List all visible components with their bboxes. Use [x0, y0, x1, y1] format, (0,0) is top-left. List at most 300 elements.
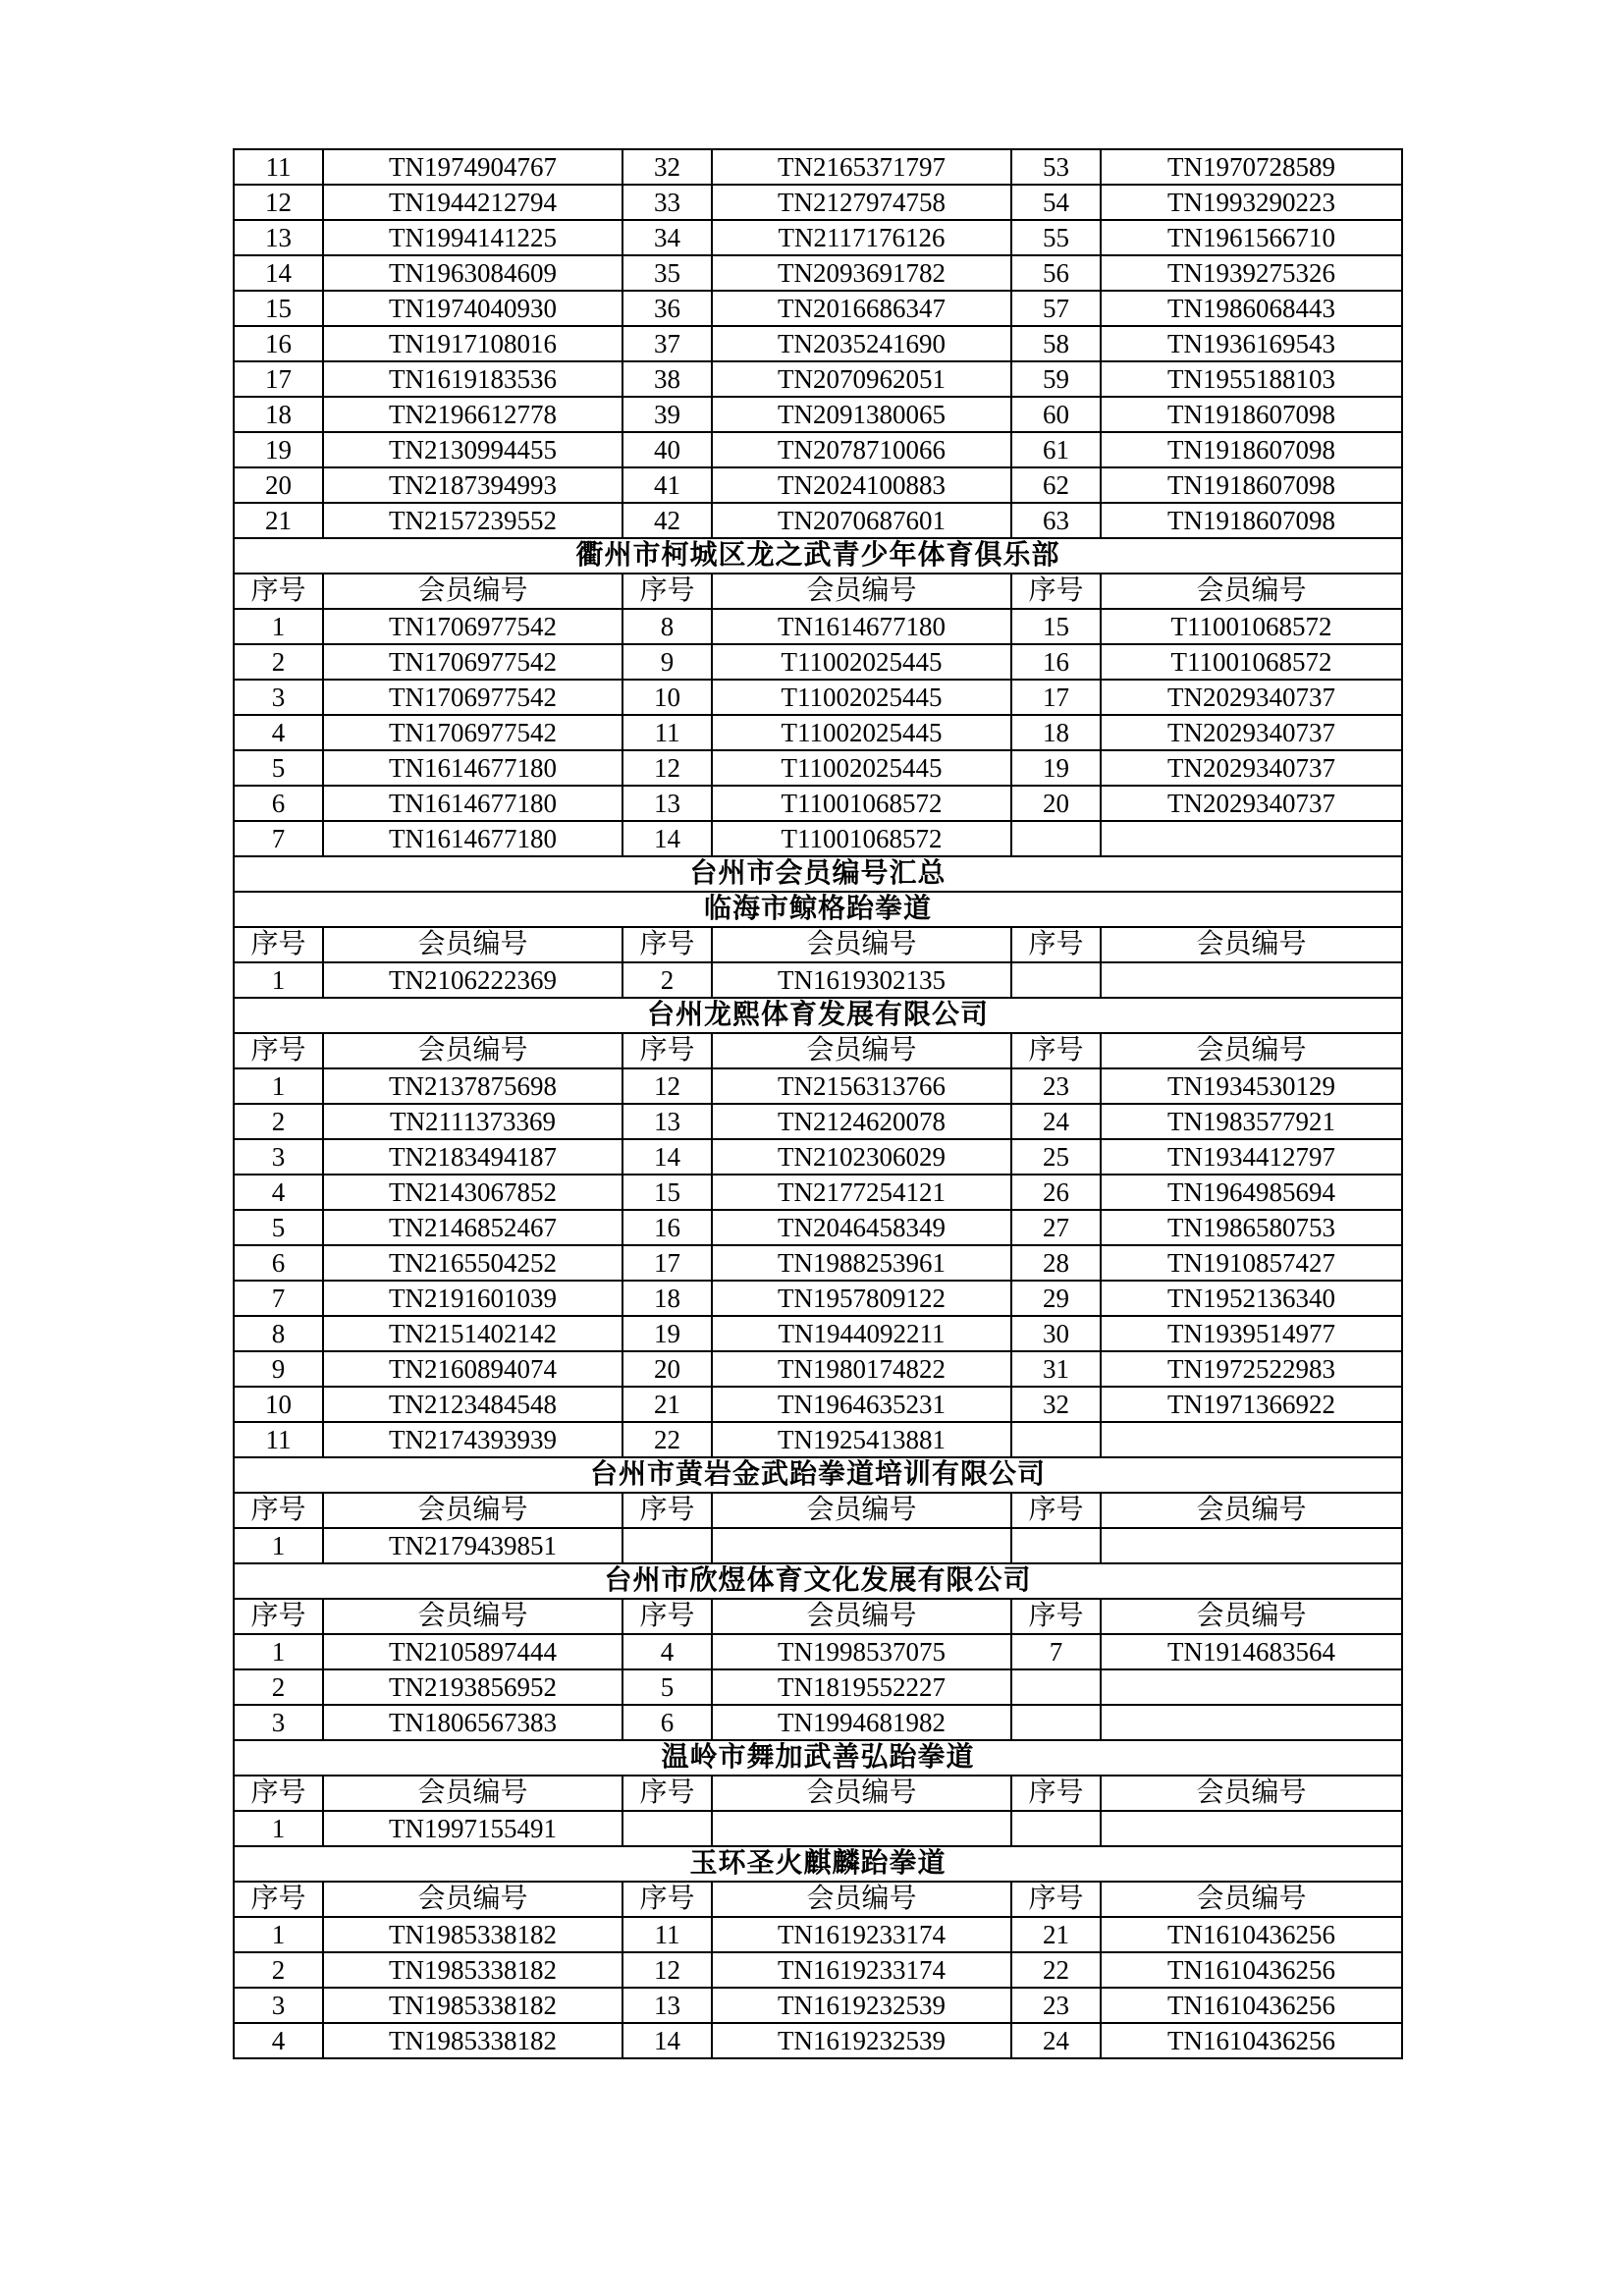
index-cell: 19 — [234, 432, 323, 467]
member-number-cell: TN2193856952 — [323, 1669, 622, 1705]
member-number-cell: TN2187394993 — [323, 467, 622, 503]
index-cell — [1011, 1422, 1101, 1457]
index-cell: 20 — [234, 467, 323, 503]
member-number-cell: TN1985338182 — [323, 1952, 622, 1988]
index-cell: 1 — [234, 1528, 323, 1563]
member-number-cell: TN1997155491 — [323, 1811, 622, 1846]
index-cell: 12 — [234, 185, 323, 220]
member-number-cell: TN1918607098 — [1101, 432, 1402, 467]
member-number-cell: TN1994141225 — [323, 220, 622, 255]
member-number-cell — [712, 1811, 1011, 1846]
member-number-cell: TN1970728589 — [1101, 149, 1402, 185]
index-cell: 24 — [1011, 1104, 1101, 1139]
member-number-cell: T11001068572 — [712, 821, 1011, 856]
index-cell: 18 — [622, 1281, 712, 1316]
member-number-cell: TN1983577921 — [1101, 1104, 1402, 1139]
member-number-cell: TN1619233174 — [712, 1917, 1011, 1952]
member-number-cell: TN1971366922 — [1101, 1387, 1402, 1422]
header-member-number: 会员编号 — [323, 1882, 622, 1917]
member-number-cell: TN2111373369 — [323, 1104, 622, 1139]
index-cell: 15 — [1011, 609, 1101, 644]
header-index: 序号 — [234, 1599, 323, 1634]
member-number-cell: TN1910857427 — [1101, 1245, 1402, 1281]
section-title-row — [234, 856, 1402, 892]
index-cell — [1011, 962, 1101, 998]
member-number-cell: TN1918607098 — [1101, 467, 1402, 503]
index-cell: 23 — [1011, 1988, 1101, 2023]
member-number-cell: T11002025445 — [712, 644, 1011, 680]
index-cell: 4 — [234, 1175, 323, 1210]
table-row — [234, 1705, 1402, 1740]
header-index: 序号 — [622, 1776, 712, 1811]
table-row — [234, 1528, 1402, 1563]
column-header-row — [234, 1599, 1402, 1634]
index-cell: 21 — [234, 503, 323, 538]
index-cell: 13 — [234, 220, 323, 255]
index-cell: 38 — [622, 361, 712, 397]
index-cell: 36 — [622, 291, 712, 326]
member-number-cell: TN2102306029 — [712, 1139, 1011, 1175]
index-cell: 30 — [1011, 1316, 1101, 1351]
column-header-row — [234, 574, 1402, 609]
member-number-cell: TN2016686347 — [712, 291, 1011, 326]
header-member-number: 会员编号 — [1101, 574, 1402, 609]
member-number-cell: TN1944092211 — [712, 1316, 1011, 1351]
table-row — [234, 821, 1402, 856]
index-cell: 39 — [622, 397, 712, 432]
table-row — [234, 644, 1402, 680]
member-number-cell: TN1614677180 — [323, 821, 622, 856]
member-number-cell: TN1972522983 — [1101, 1351, 1402, 1387]
index-cell: 8 — [234, 1316, 323, 1351]
index-cell: 41 — [622, 467, 712, 503]
member-number-cell: TN2183494187 — [323, 1139, 622, 1175]
member-number-cell: TN1985338182 — [323, 2023, 622, 2058]
member-number-cell: TN2124620078 — [712, 1104, 1011, 1139]
member-number-cell: TN2070687601 — [712, 503, 1011, 538]
header-member-number: 会员编号 — [323, 1776, 622, 1811]
member-number-cell — [1101, 1528, 1402, 1563]
header-index: 序号 — [234, 1493, 323, 1528]
header-index: 序号 — [1011, 927, 1101, 962]
index-cell — [622, 1811, 712, 1846]
index-cell: 14 — [622, 1139, 712, 1175]
member-number-table — [233, 148, 1403, 2059]
index-cell: 54 — [1011, 185, 1101, 220]
index-cell: 14 — [234, 255, 323, 291]
header-member-number: 会员编号 — [323, 927, 622, 962]
index-cell: 35 — [622, 255, 712, 291]
member-number-cell: T11001068572 — [1101, 644, 1402, 680]
member-number-cell: TN1998537075 — [712, 1634, 1011, 1669]
member-number-cell: TN2029340737 — [1101, 786, 1402, 821]
index-cell: 21 — [622, 1387, 712, 1422]
member-number-cell: TN1994681982 — [712, 1705, 1011, 1740]
header-member-number: 会员编号 — [1101, 1599, 1402, 1634]
index-cell: 4 — [234, 715, 323, 750]
member-number-cell: TN2029340737 — [1101, 715, 1402, 750]
header-index: 序号 — [234, 1033, 323, 1068]
member-number-cell — [1101, 1811, 1402, 1846]
index-cell: 22 — [1011, 1952, 1101, 1988]
member-number-cell: TN2196612778 — [323, 397, 622, 432]
header-index: 序号 — [234, 927, 323, 962]
section-title: 台州市会员编号汇总 — [234, 856, 1402, 892]
table-row — [234, 680, 1402, 715]
member-number-cell: TN1988253961 — [712, 1245, 1011, 1281]
index-cell: 62 — [1011, 467, 1101, 503]
member-number-cell: TN2035241690 — [712, 326, 1011, 361]
index-cell: 11 — [234, 1422, 323, 1457]
index-cell: 1 — [234, 1068, 323, 1104]
member-number-cell: TN2177254121 — [712, 1175, 1011, 1210]
section-title: 台州市黄岩金武跆拳道培训有限公司 — [234, 1457, 1402, 1493]
table-row — [234, 467, 1402, 503]
table-row — [234, 149, 1402, 185]
index-cell: 1 — [234, 1811, 323, 1846]
member-number-cell: TN2137875698 — [323, 1068, 622, 1104]
header-index: 序号 — [1011, 1882, 1101, 1917]
index-cell: 11 — [622, 715, 712, 750]
member-number-cell: TN1963084609 — [323, 255, 622, 291]
index-cell: 7 — [234, 1281, 323, 1316]
member-number-cell: TN1961566710 — [1101, 220, 1402, 255]
table-row — [234, 361, 1402, 397]
index-cell: 24 — [1011, 2023, 1101, 2058]
member-number-cell: TN2156313766 — [712, 1068, 1011, 1104]
member-number-cell: TN2157239552 — [323, 503, 622, 538]
header-index: 序号 — [234, 574, 323, 609]
header-index: 序号 — [622, 1033, 712, 1068]
index-cell: 37 — [622, 326, 712, 361]
member-number-cell — [1101, 962, 1402, 998]
table-row — [234, 715, 1402, 750]
member-number-cell: TN1986068443 — [1101, 291, 1402, 326]
member-number-cell: TN1974904767 — [323, 149, 622, 185]
member-number-cell: TN1610436256 — [1101, 1952, 1402, 1988]
header-member-number: 会员编号 — [1101, 1033, 1402, 1068]
member-number-cell: TN2146852467 — [323, 1210, 622, 1245]
index-cell — [1011, 1528, 1101, 1563]
index-cell: 3 — [234, 1139, 323, 1175]
member-number-cell: TN1985338182 — [323, 1988, 622, 2023]
header-index: 序号 — [1011, 1599, 1101, 1634]
table-row — [234, 432, 1402, 467]
table-row — [234, 1669, 1402, 1705]
member-number-cell: TN1706977542 — [323, 680, 622, 715]
member-number-cell: TN2143067852 — [323, 1175, 622, 1210]
member-number-cell: TN1955188103 — [1101, 361, 1402, 397]
table-row — [234, 1952, 1402, 1988]
table-row — [234, 786, 1402, 821]
index-cell: 22 — [622, 1422, 712, 1457]
member-number-cell: TN2165371797 — [712, 149, 1011, 185]
member-number-cell: TN2179439851 — [323, 1528, 622, 1563]
index-cell: 1 — [234, 609, 323, 644]
index-cell: 19 — [622, 1316, 712, 1351]
index-cell: 7 — [1011, 1634, 1101, 1669]
index-cell: 13 — [622, 1104, 712, 1139]
index-cell: 12 — [622, 750, 712, 786]
index-cell: 59 — [1011, 361, 1101, 397]
header-member-number: 会员编号 — [1101, 927, 1402, 962]
index-cell: 3 — [234, 680, 323, 715]
section-title: 衢州市柯城区龙之武青少年体育俱乐部 — [234, 538, 1402, 574]
header-index: 序号 — [622, 1493, 712, 1528]
index-cell — [1011, 821, 1101, 856]
member-number-cell: TN2046458349 — [712, 1210, 1011, 1245]
index-cell: 18 — [234, 397, 323, 432]
column-header-row — [234, 1033, 1402, 1068]
table-row — [234, 1104, 1402, 1139]
member-number-cell — [1101, 1422, 1402, 1457]
header-member-number: 会员编号 — [712, 1776, 1011, 1811]
member-number-cell: TN1974040930 — [323, 291, 622, 326]
member-number-cell: TN2106222369 — [323, 962, 622, 998]
table-row — [234, 1139, 1402, 1175]
section-title: 台州市欣煜体育文化发展有限公司 — [234, 1563, 1402, 1599]
index-cell: 2 — [622, 962, 712, 998]
table-row — [234, 1316, 1402, 1351]
section-title-row — [234, 538, 1402, 574]
member-number-cell: TN2093691782 — [712, 255, 1011, 291]
table-row — [234, 1422, 1402, 1457]
section-title: 台州龙熙体育发展有限公司 — [234, 998, 1402, 1033]
table-row — [234, 326, 1402, 361]
index-cell: 6 — [234, 1245, 323, 1281]
member-number-cell: TN1939514977 — [1101, 1316, 1402, 1351]
index-cell: 5 — [234, 750, 323, 786]
member-number-cell: T11002025445 — [712, 750, 1011, 786]
index-cell: 16 — [234, 326, 323, 361]
member-number-cell: TN2091380065 — [712, 397, 1011, 432]
index-cell: 17 — [234, 361, 323, 397]
index-cell: 15 — [234, 291, 323, 326]
index-cell: 42 — [622, 503, 712, 538]
index-cell: 33 — [622, 185, 712, 220]
member-number-cell: T11001068572 — [1101, 609, 1402, 644]
section-title: 临海市鲸格跆拳道 — [234, 892, 1402, 927]
section-title-row — [234, 1563, 1402, 1599]
member-number-cell: TN1934412797 — [1101, 1139, 1402, 1175]
index-cell: 16 — [622, 1210, 712, 1245]
index-cell: 14 — [622, 821, 712, 856]
header-member-number: 会员编号 — [712, 574, 1011, 609]
section-title: 温岭市舞加武善弘跆拳道 — [234, 1740, 1402, 1776]
header-index: 序号 — [1011, 1776, 1101, 1811]
member-number-cell: TN2029340737 — [1101, 680, 1402, 715]
member-number-cell: TN2029340737 — [1101, 750, 1402, 786]
index-cell: 1 — [234, 962, 323, 998]
member-number-cell: TN1964635231 — [712, 1387, 1011, 1422]
index-cell — [1011, 1811, 1101, 1846]
member-number-cell: TN2160894074 — [323, 1351, 622, 1387]
index-cell: 4 — [622, 1634, 712, 1669]
member-number-cell: TN1986580753 — [1101, 1210, 1402, 1245]
member-number-cell: TN1819552227 — [712, 1669, 1011, 1705]
member-number-cell — [712, 1528, 1011, 1563]
member-number-cell: TN2117176126 — [712, 220, 1011, 255]
index-cell: 8 — [622, 609, 712, 644]
member-number-cell: TN1706977542 — [323, 715, 622, 750]
index-cell: 60 — [1011, 397, 1101, 432]
section-title-row — [234, 1740, 1402, 1776]
index-cell: 23 — [1011, 1068, 1101, 1104]
header-member-number: 会员编号 — [712, 1882, 1011, 1917]
index-cell: 25 — [1011, 1139, 1101, 1175]
index-cell: 3 — [234, 1988, 323, 2023]
index-cell: 1 — [234, 1634, 323, 1669]
index-cell: 26 — [1011, 1175, 1101, 1210]
index-cell — [1011, 1669, 1101, 1705]
header-member-number: 会员编号 — [1101, 1776, 1402, 1811]
member-number-cell: T11002025445 — [712, 680, 1011, 715]
member-number-cell: TN1610436256 — [1101, 1917, 1402, 1952]
index-cell: 4 — [234, 2023, 323, 2058]
header-index: 序号 — [1011, 1493, 1101, 1528]
member-number-cell: TN1619183536 — [323, 361, 622, 397]
index-cell: 34 — [622, 220, 712, 255]
index-cell: 13 — [622, 1988, 712, 2023]
table-row — [234, 750, 1402, 786]
index-cell: 32 — [1011, 1387, 1101, 1422]
index-cell: 20 — [622, 1351, 712, 1387]
index-cell: 61 — [1011, 432, 1101, 467]
member-number-cell: TN1610436256 — [1101, 2023, 1402, 2058]
index-cell: 5 — [622, 1669, 712, 1705]
member-number-cell: TN1980174822 — [712, 1351, 1011, 1387]
header-member-number: 会员编号 — [712, 1033, 1011, 1068]
table-row — [234, 1245, 1402, 1281]
member-number-cell: TN1993290223 — [1101, 185, 1402, 220]
member-number-cell: TN1952136340 — [1101, 1281, 1402, 1316]
header-member-number: 会员编号 — [323, 1599, 622, 1634]
table-body — [234, 149, 1402, 2058]
index-cell: 57 — [1011, 291, 1101, 326]
member-number-cell: TN1917108016 — [323, 326, 622, 361]
header-index: 序号 — [622, 1882, 712, 1917]
member-number-cell — [1101, 1705, 1402, 1740]
header-member-number: 会员编号 — [323, 1033, 622, 1068]
index-cell: 32 — [622, 149, 712, 185]
index-cell: 2 — [234, 1669, 323, 1705]
index-cell: 58 — [1011, 326, 1101, 361]
table-row — [234, 1811, 1402, 1846]
member-number-cell: TN1944212794 — [323, 185, 622, 220]
member-number-cell: TN2105897444 — [323, 1634, 622, 1669]
index-cell — [1011, 1705, 1101, 1740]
index-cell: 27 — [1011, 1210, 1101, 1245]
table-row — [234, 255, 1402, 291]
header-member-number: 会员编号 — [1101, 1493, 1402, 1528]
table-row — [234, 609, 1402, 644]
table-row — [234, 962, 1402, 998]
member-number-cell: TN2127974758 — [712, 185, 1011, 220]
member-number-cell: TN1806567383 — [323, 1705, 622, 1740]
index-cell: 10 — [234, 1387, 323, 1422]
member-number-cell: TN2165504252 — [323, 1245, 622, 1281]
member-number-cell: TN1957809122 — [712, 1281, 1011, 1316]
index-cell: 11 — [234, 149, 323, 185]
header-member-number: 会员编号 — [1101, 1882, 1402, 1917]
table-row — [234, 291, 1402, 326]
index-cell: 2 — [234, 1952, 323, 1988]
member-number-cell: TN2070962051 — [712, 361, 1011, 397]
member-number-cell: TN1985338182 — [323, 1917, 622, 1952]
section-title-row — [234, 998, 1402, 1033]
header-member-number: 会员编号 — [323, 1493, 622, 1528]
member-number-cell: T11001068572 — [712, 786, 1011, 821]
member-number-cell: TN1939275326 — [1101, 255, 1402, 291]
table-row — [234, 1351, 1402, 1387]
index-cell: 1 — [234, 1917, 323, 1952]
index-cell: 12 — [622, 1068, 712, 1104]
header-index: 序号 — [622, 574, 712, 609]
header-member-number: 会员编号 — [712, 927, 1011, 962]
table-row — [234, 1281, 1402, 1316]
index-cell: 17 — [622, 1245, 712, 1281]
table-row — [234, 2023, 1402, 2058]
member-number-cell — [1101, 1669, 1402, 1705]
member-number-cell: TN2130994455 — [323, 432, 622, 467]
section-title: 玉环圣火麒麟跆拳道 — [234, 1846, 1402, 1882]
member-number-cell: TN1706977542 — [323, 609, 622, 644]
column-header-row — [234, 927, 1402, 962]
section-title-row — [234, 1457, 1402, 1493]
index-cell: 19 — [1011, 750, 1101, 786]
member-number-cell: TN1918607098 — [1101, 503, 1402, 538]
member-number-cell: TN1706977542 — [323, 644, 622, 680]
member-number-cell: TN1614677180 — [323, 786, 622, 821]
member-number-cell — [1101, 821, 1402, 856]
table-row — [234, 1210, 1402, 1245]
member-number-cell: TN2174393939 — [323, 1422, 622, 1457]
header-index: 序号 — [234, 1882, 323, 1917]
table-row — [234, 1387, 1402, 1422]
member-number-cell: TN2078710066 — [712, 432, 1011, 467]
header-index: 序号 — [622, 1599, 712, 1634]
member-number-cell: TN1610436256 — [1101, 1988, 1402, 2023]
index-cell: 31 — [1011, 1351, 1101, 1387]
index-cell: 29 — [1011, 1281, 1101, 1316]
index-cell: 40 — [622, 432, 712, 467]
index-cell: 9 — [234, 1351, 323, 1387]
member-number-cell: TN1934530129 — [1101, 1068, 1402, 1104]
table-row — [234, 1068, 1402, 1104]
member-number-cell: TN1936169543 — [1101, 326, 1402, 361]
index-cell: 18 — [1011, 715, 1101, 750]
index-cell: 21 — [1011, 1917, 1101, 1952]
header-index: 序号 — [234, 1776, 323, 1811]
column-header-row — [234, 1493, 1402, 1528]
member-number-cell: TN1925413881 — [712, 1422, 1011, 1457]
index-cell: 11 — [622, 1917, 712, 1952]
member-number-cell: TN1619232539 — [712, 1988, 1011, 2023]
index-cell: 20 — [1011, 786, 1101, 821]
table-row — [234, 503, 1402, 538]
index-cell: 5 — [234, 1210, 323, 1245]
member-number-cell: TN1914683564 — [1101, 1634, 1402, 1669]
table-row — [234, 1634, 1402, 1669]
index-cell: 56 — [1011, 255, 1101, 291]
header-member-number: 会员编号 — [712, 1493, 1011, 1528]
table-row — [234, 1175, 1402, 1210]
header-index: 序号 — [1011, 574, 1101, 609]
member-number-cell: TN2123484548 — [323, 1387, 622, 1422]
index-cell: 2 — [234, 644, 323, 680]
index-cell: 9 — [622, 644, 712, 680]
section-title-row — [234, 892, 1402, 927]
